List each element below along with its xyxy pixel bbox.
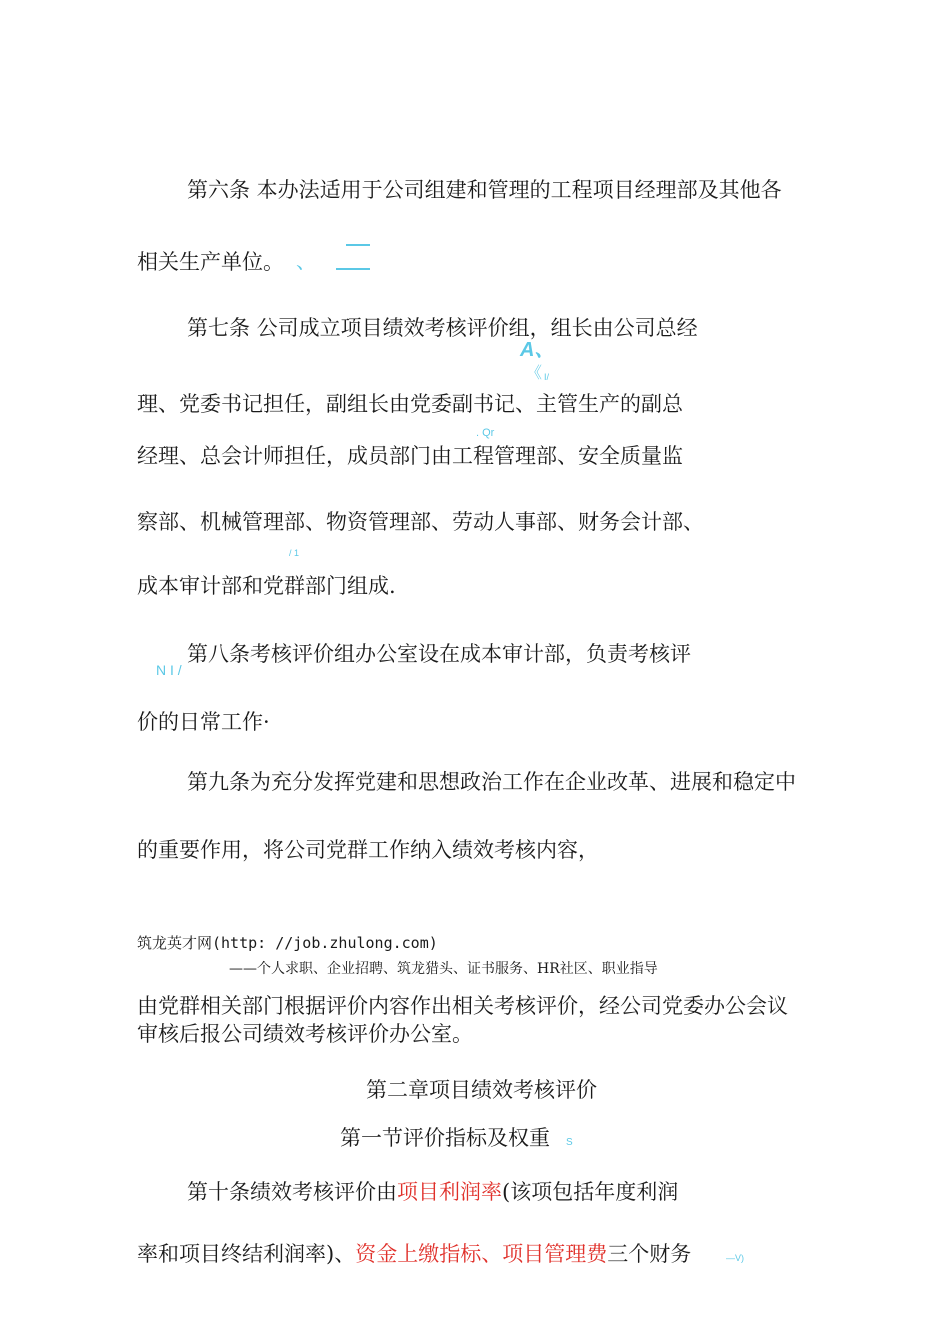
article10-line2 xyxy=(137,1244,691,1265)
scan-noise-mark: / 1 xyxy=(289,548,300,558)
article10-highlight-indicators: 资金上缴指标、项目管理费 xyxy=(355,1242,608,1266)
chapter-title: 第二章项目绩效考核评价 xyxy=(366,1078,597,1102)
article7-line2: 理、党委书记担任，副组长由党委副书记、主管生产的副总 xyxy=(137,392,683,416)
article6-line1: 第六条 本办法适用于公司组建和管理的工程项目经理部及其他各 xyxy=(187,178,782,202)
continuation-line1: 由党群相关部门根据评价内容作出相关考核评价，经公司党委办公会议 xyxy=(137,994,788,1018)
scan-noise-dash xyxy=(336,268,370,270)
scan-noise-mark: —V) xyxy=(726,1253,744,1263)
footer-services: ——个人求职、企业招聘、筑龙猎头、证书服务、HR社区、职业指导 xyxy=(229,961,658,977)
scan-noise-mark: 、 xyxy=(296,251,316,273)
scan-noise-mark: I/ xyxy=(544,372,550,382)
article10-line1-pre: 第十条绩效考核评价由 xyxy=(187,1180,397,1204)
scan-noise-mark: A、 xyxy=(520,339,555,361)
article9-line1: 第九条为充分发挥党建和思想政治工作在企业改革、进展和稳定中 xyxy=(187,770,796,794)
scan-noise-mark: . Qr xyxy=(476,427,495,439)
article7-line1: 第七条 公司成立项目绩效考核评价组，组长由公司总经 xyxy=(187,316,698,340)
article10-line1 xyxy=(187,1182,678,1203)
article10-line2-post: 三个财务 xyxy=(607,1242,692,1266)
scan-noise-mark: N I / xyxy=(156,662,182,678)
footer-site: 筑龙英才网(http: //job.zhulong.com) xyxy=(137,934,438,952)
continuation-line2: 审核后报公司绩效考核评价办公室。 xyxy=(137,1022,473,1046)
article8-line2: 价的日常工作· xyxy=(137,710,270,734)
article10-line1-post: (该项包括年度利润 xyxy=(502,1180,679,1204)
scan-noise-mark: 《 xyxy=(526,365,543,382)
article7-line5: 成本审计部和党群部门组成. xyxy=(137,574,396,598)
article6-line2: 相关生产单位。 xyxy=(137,250,284,274)
scan-noise-mark: S xyxy=(566,1137,573,1148)
article8-line1: 第八条考核评价组办公室设在成本审计部，负责考核评 xyxy=(187,642,691,666)
scan-noise-dash xyxy=(346,244,370,246)
article10-line2-pre: 率和项目终结利润率)、 xyxy=(137,1242,356,1266)
article7-line4: 察部、机械管理部、物资管理部、劳动人事部、财务会计部、 xyxy=(137,510,704,534)
article10-highlight-profit-rate: 项目利润率 xyxy=(397,1180,502,1204)
section-title: 第一节评价指标及权重 xyxy=(340,1126,550,1150)
article9-line2: 的重要作用，将公司党群工作纳入绩效考核内容， xyxy=(137,838,599,862)
article7-line3: 经理、总会计师担任，成员部门由工程管理部、安全质量监 xyxy=(137,444,683,468)
